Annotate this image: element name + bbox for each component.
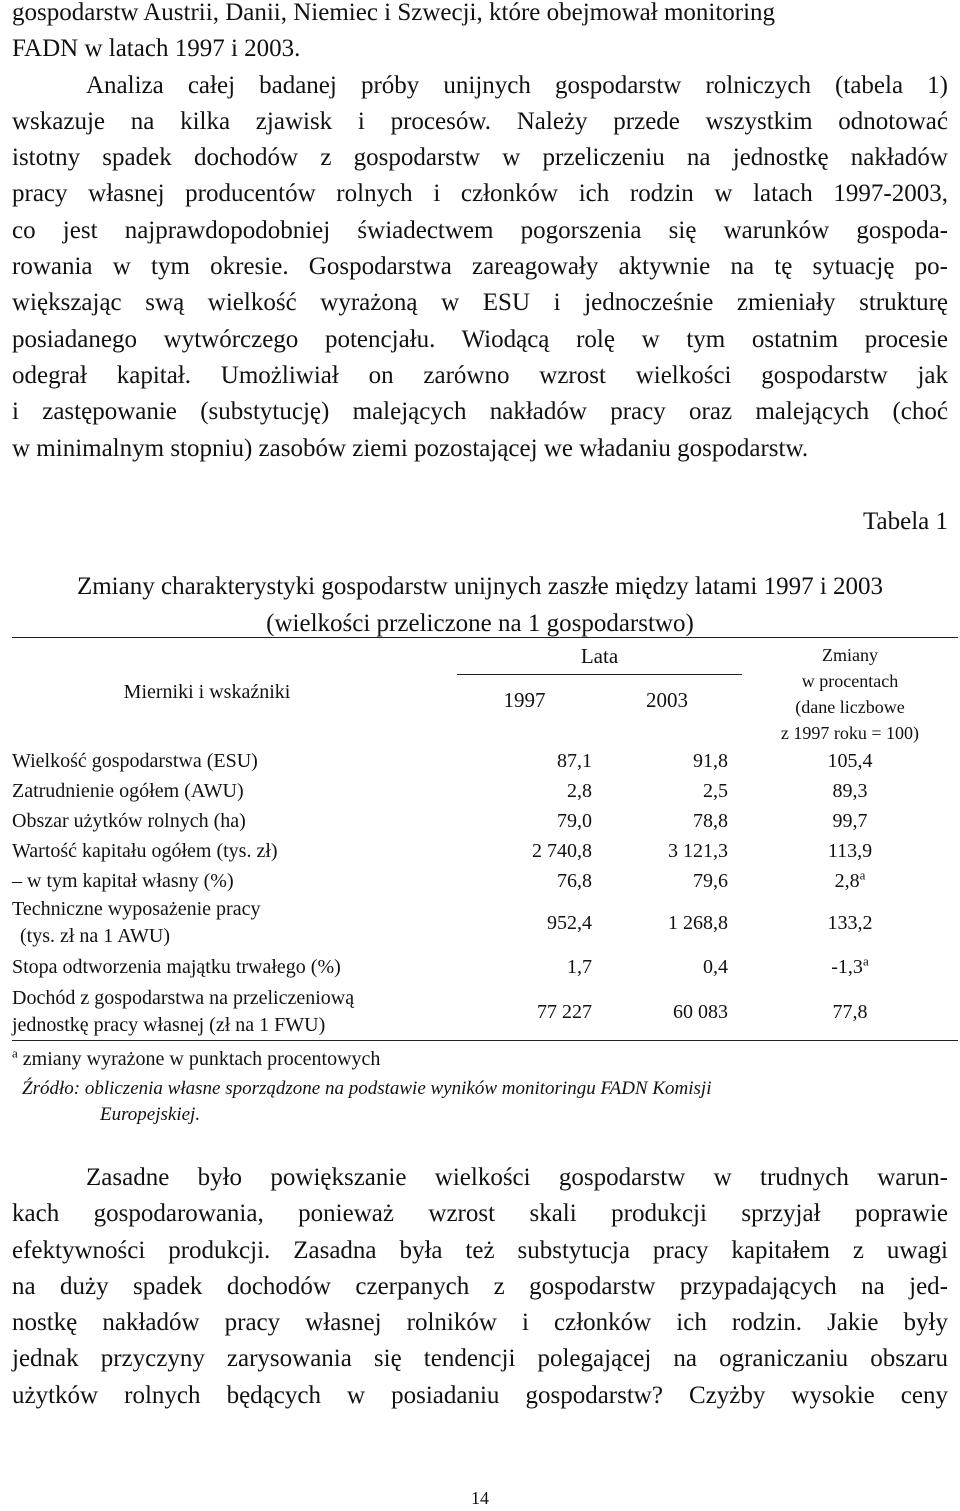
cell-2003: 0,4 (703, 956, 728, 978)
text-line: na duży spadek dochodów czerpanych z gospodarstw przypadających na jed- (12, 1272, 948, 1300)
text-line: użytków rolnych będących w posiadaniu gospodarstw? Czyżby wysokie ceny (12, 1381, 948, 1409)
source-line: Źródło: obliczenia własne sporządzone na podstawie wyników monitoringu FADN Komisji (22, 1078, 712, 1099)
row-label: Obszar użytków rolnych (ha) (12, 810, 246, 832)
table-footnote (12, 1047, 380, 1071)
footnote-text: zmiany wyrażone w punktach procentowych (17, 1048, 381, 1070)
row-label (12, 984, 457, 1040)
cell-1997: 2,8 (567, 780, 592, 802)
row-label-line: jednostkę pracy własnej (zł na 1 FWU) (12, 1013, 326, 1036)
header-change (742, 638, 958, 747)
cell-2003: 1 268,8 (668, 912, 728, 934)
header-change-line: Zmiany (822, 645, 878, 665)
cell-1997: 87,1 (557, 750, 592, 772)
page-number: 14 (471, 1488, 489, 1508)
row-label: – w tym kapitał własny (%) (12, 870, 234, 892)
header-change-line: z 1997 roku = 100) (780, 723, 920, 743)
cell-1997: 952,4 (547, 912, 592, 934)
text-line: w minimalnym stopniu) zasobów ziemi pozostającej we władaniu gospodarstw. (12, 434, 809, 462)
table-row (12, 836, 958, 866)
text-line: Zasadne było powiększanie wielkości gospodarstw w trudnych warun- (86, 1164, 948, 1191)
superscript-mark: a (859, 867, 866, 883)
text-line: posiadanego wytwórczego potencjału. Wiodącą rolę w tym ostatnim procesie (12, 325, 948, 353)
row-label: Wartość kapitału ogółem (tys. zł) (12, 840, 278, 862)
text-line: większając swą wielkość wyrażoną w ESU i jednocześnie zmieniały strukturę (12, 289, 948, 317)
source-line: Europejskiej. (100, 1104, 201, 1125)
cell-change: 99,7 (832, 810, 868, 832)
table-row (12, 896, 958, 950)
cell-change: 113,9 (827, 840, 873, 862)
data-table (12, 637, 958, 1041)
paragraph-analysis (12, 0, 948, 467)
cell-change: 89,3 (832, 780, 868, 802)
text-line: i zastępowanie (substytucję) malejących nakładów pracy oraz malejących (choć (12, 398, 948, 426)
table-row (12, 776, 958, 806)
cell-2003: 60 083 (592, 984, 742, 1040)
cell-1997: 1,7 (567, 956, 592, 978)
text-line: odegrał kapitał. Umożliwiał on zarówno wzrost wielkości gospodarstw jak (12, 361, 948, 389)
text-line: rowania w tym okresie. Gospodarstwa zareagowały aktywnie na tę sytuację po- (12, 253, 948, 281)
row-label-line: Dochód z gospodarstwa na przeliczeniową (12, 986, 355, 1009)
header-indicators: Mierniki i wskaźniki (12, 638, 457, 747)
cell-2003: 2,5 (703, 780, 728, 802)
table-title-line: (wielkości przeliczone na 1 gospodarstwo) (266, 610, 694, 637)
table-source (22, 1076, 882, 1128)
row-label-line: (tys. zł na 1 AWU) (20, 925, 171, 947)
table-row (12, 950, 958, 984)
row-label (12, 896, 457, 950)
text-line: nostkę nakładów pracy własnej rolników i członków ich rodzin. Jakie były (12, 1309, 948, 1337)
text-line: co jest najprawdopodobniej świadectwem pogorszenia się warunków gospoda- (12, 216, 948, 244)
row-label: Stopa odtworzenia majątku trwałego (%) (12, 956, 341, 978)
text-line: istotny spadek dochodów z gospodarstw w przeliczeniu na jednostkę nakładów (12, 144, 948, 172)
table-row (12, 746, 958, 776)
cell-2003: 79,6 (693, 870, 728, 892)
row-label: Zatrudnienie ogółem (AWU) (12, 780, 244, 802)
cell-change: -1,3$^a$ (831, 953, 869, 978)
cell-change: 133,2 (827, 912, 873, 934)
table-row (12, 806, 958, 836)
cell-2003: 3 121,3 (668, 840, 728, 862)
cell-1997: 76,8 (557, 870, 592, 892)
data-table-container (12, 637, 958, 1041)
cell-1997: 79,0 (557, 810, 592, 832)
paragraph-conclusion (12, 1160, 948, 1414)
table-title (12, 568, 948, 642)
cell-2003: 78,8 (693, 810, 728, 832)
superscript-mark: a (862, 953, 869, 969)
cell-change: 77,8 (742, 984, 958, 1040)
cell-change: 105,4 (827, 750, 873, 772)
header-year-2003: 2003 (646, 688, 688, 713)
header-years-group: Lata (457, 638, 742, 675)
table-row (12, 866, 958, 896)
row-label-line: Techniczne wyposażenie pracy (12, 898, 261, 920)
footnote-mark: a (12, 1045, 18, 1061)
header-change-line: (dane liczbowe (795, 697, 905, 717)
text-line: gospodarstw Austrii, Danii, Niemiec i Szwecji, które obejmował monitoring (12, 0, 776, 26)
text-line: efektywności produkcji. Zasadna była też substytucja pracy kapitałem z uwagi (12, 1236, 948, 1264)
header-year-1997: 1997 (503, 688, 546, 713)
text-line: Analiza całej badanej próby unijnych gospodarstw rolniczych (tabela 1) (86, 71, 948, 99)
table-title-line: Zmiany charakterystyki gospodarstw unijnych zaszłe między latami 1997 i 2003 (76, 573, 884, 600)
cell-2003: 91,8 (693, 750, 728, 772)
cell-1997: 77 227 (457, 984, 592, 1040)
row-label: Wielkość gospodarstwa (ESU) (12, 750, 258, 772)
header-change-line: w procentach (801, 671, 899, 691)
text-line: jednak przyczyny zarysowania się tendencji polegającej na ograniczaniu obszaru (12, 1345, 948, 1373)
table-label: Tabela 1 (862, 508, 948, 535)
text-line: pracy własnej producentów rolnych i członków ich rodzin w latach 1997-2003, (12, 180, 948, 208)
text-line: FADN w latach 1997 i 2003. (12, 35, 301, 63)
table-row (12, 984, 958, 1040)
cell-1997: 2 740,8 (532, 840, 592, 862)
text-line: wskazuje na kilka zjawisk i procesów. Należy przede wszystkim odnotować (12, 107, 948, 135)
cell-change: 2,8$^a$ (834, 867, 866, 892)
text-line: kach gospodarowania, ponieważ wzrost skali produkcji sprzyjał poprawie (12, 1200, 948, 1228)
